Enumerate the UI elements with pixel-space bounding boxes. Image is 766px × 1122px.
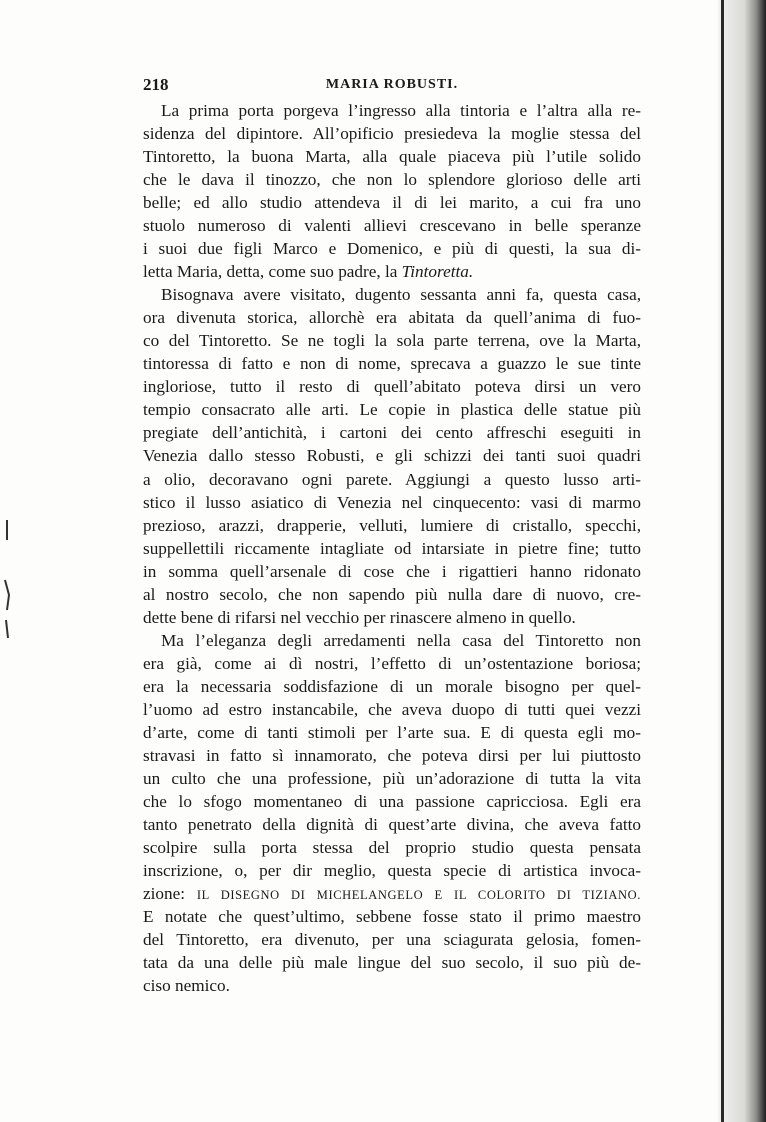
text-line [143, 398, 641, 421]
text-line-content: prezioso, arazzi, drapperie, velluti, lumiere di cristallo, specchi, [143, 515, 641, 535]
text-line-content: inscrizione, o, per dir meglio, questa specie di artistica invoca- [143, 861, 641, 881]
text-line [143, 675, 641, 698]
text-line-content: stico il lusso asiatico di Venezia nel cinquecento: vasi di marmo [143, 492, 641, 512]
text-line [143, 99, 641, 122]
text-line [143, 168, 641, 191]
text-line [143, 836, 641, 859]
text-line [143, 652, 641, 675]
text-line-content: a olio, decoravano ogni parete. Aggiungi a questo lusso arti- [143, 469, 641, 489]
text-line [143, 928, 641, 951]
text-line [143, 560, 641, 583]
text-line-content: i suoi due figli Marco e Domenico, e più di questi, la sua di- [143, 239, 641, 259]
text-line-content: era già, come ai dì nostri, l’effetto di un’ostentazione boriosa; [143, 653, 641, 673]
text-line-content: belle; ed allo studio attendeva il di lei marito, a cui fra uno [143, 193, 641, 213]
text-line-content: zione: [143, 884, 185, 904]
text-line-content: ingloriose, tutto il resto di quell’abitato poteva dirsi un vero [143, 377, 641, 397]
text-line [143, 444, 641, 467]
text-line-content: Venezia dallo stesso Robusti, e gli schizzi dei tanti suoi quadri [143, 446, 641, 466]
text-line [143, 191, 641, 214]
text-line-content: l’uomo ad estro instancabile, che aveva duopo di tutti quei vezzi [143, 699, 641, 719]
text-line-content: scolpire sulla porta stessa del proprio studio questa pensata [143, 838, 641, 857]
text-line-content: sidenza del dipintore. All’opificio presiedeva la moglie stessa del [143, 124, 641, 144]
text-line [143, 329, 641, 352]
text-line [143, 951, 641, 974]
running-head: MARIA ROBUSTI. [325, 77, 459, 92]
text-line-content: E notate che quest’ultimo, sebbene fosse stato il primo maestro [143, 907, 641, 927]
text-line-content: tata da una delle più male lingue del suo secolo, il suo più de- [143, 953, 641, 973]
text-line-content: Tintoretto, la buona Marta, alla quale piaceva più l’utile solido [143, 147, 641, 167]
text-line-content: dette bene di rifarsi nel vecchio per rinascere almeno in quello. [143, 607, 576, 627]
text-line-content: stravasi in fatto sì innamorato, che poteva dirsi per lui piuttosto [143, 745, 641, 765]
text-line [143, 491, 641, 514]
text-line-content: tempio consacrato alle arti. Le copie in plastica delle statue più [143, 400, 641, 420]
text-line [143, 813, 641, 836]
text-line [143, 583, 641, 606]
page-header [143, 75, 641, 99]
text-line [143, 237, 641, 260]
text-line [143, 905, 641, 928]
text-line [143, 468, 641, 491]
text-line [143, 145, 641, 168]
text-line-content: che lo sfogo momentaneo di una passione capricciosa. Egli era [143, 791, 641, 811]
text-line-content: un culto che una professione, più un’adorazione di tutta la vita [143, 768, 641, 788]
text-line [143, 882, 641, 905]
text-line-content: letta Maria, detta, come suo padre, la [143, 262, 398, 282]
text-line [143, 767, 641, 790]
page-edge-shadow [718, 0, 766, 1122]
text-line [143, 306, 641, 329]
text-line [143, 790, 641, 813]
text-line [143, 214, 641, 237]
italic-word: Tintoretta. [401, 262, 474, 282]
binding-marks [2, 520, 12, 640]
text-line-content: La prima porta porgeva l’ingresso alla tintoria e l’altra alla re- [161, 101, 641, 120]
text-line [143, 606, 641, 629]
text-line [143, 283, 641, 306]
text-line-content: Ma l’eleganza degli arredamenti nella casa del Tintoretto non [161, 630, 641, 650]
text-line-content: co del Tintoretto. Se ne togli la sola parte terrena, ove la Marta, [143, 331, 641, 351]
text-line-content: del Tintoretto, era divenuto, per una sciagurata gelosia, fomen- [143, 930, 641, 950]
text-line [143, 859, 641, 882]
text-line [143, 375, 641, 398]
text-line-content: tanto penetrato della dignità di quest’arte divina, che aveva fatto [143, 814, 641, 834]
text-line [143, 260, 641, 283]
text-line-content: ora divenuta storica, allorchè era abitata da quell’anima di fuo- [143, 308, 641, 328]
text-line-content: ciso nemico. [143, 976, 230, 996]
text-line [143, 698, 641, 721]
body-text [143, 99, 641, 997]
text-line-content: d’arte, come di tanti stimoli per l’arte sua. E di questa egli mo- [143, 722, 641, 742]
text-line [143, 352, 641, 375]
inscription-smallcaps: IL DISEGNO DI MICHELANGELO E IL COLORITO DI TIZIANO. [196, 888, 642, 903]
text-line [143, 744, 641, 767]
text-line-content: suppellettili riccamente intagliate od intarsiate in pietre fine; tutto [143, 538, 641, 558]
text-line-content: al nostro secolo, che non sapendo più nulla dare di nuovo, cre- [143, 584, 641, 604]
text-line [143, 721, 641, 744]
text-line [143, 974, 641, 997]
text-line [143, 629, 641, 652]
page-number: 218 [143, 75, 169, 94]
text-line [143, 514, 641, 537]
text-line-content: in somma quell’arsenale di cose che i rigattieri hanno ridonato [143, 561, 641, 581]
text-line [143, 421, 641, 444]
text-line-content: tintoressa di fatto e non di nome, sprecava a guazzo le sue tinte [143, 354, 641, 374]
text-line-content: stuolo numeroso di valenti allievi crescevano in belle speranze [143, 216, 641, 236]
text-line-content: Bisognava avere visitato, dugento sessanta anni fa, questa casa, [161, 285, 641, 305]
text-line [143, 537, 641, 560]
text-line [143, 122, 641, 145]
page-edge-line [721, 0, 724, 1122]
text-line-content: era la necessaria soddisfazione di un morale bisogno per quel- [143, 676, 641, 696]
text-line-content: che le dava il tinozzo, che non lo splendore glorioso delle arti [143, 170, 641, 190]
text-line-content: pregiate dell’antichità, i cartoni dei cento affreschi eseguiti in [143, 423, 641, 443]
